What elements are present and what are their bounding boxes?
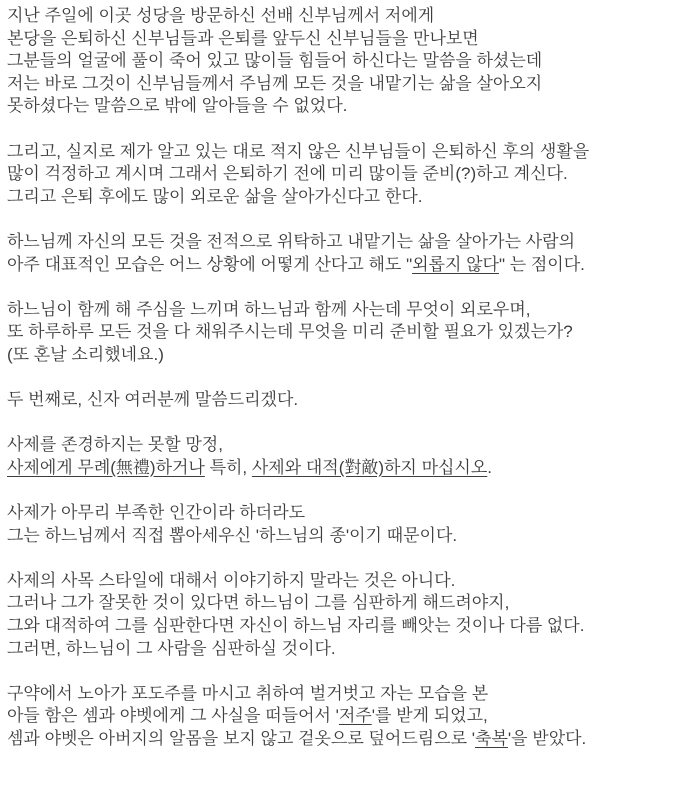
underlined-text: 축복: [475, 729, 508, 748]
underlined-text: 사제와 대적(對敵)하지 마십시오: [251, 457, 488, 477]
text-run: (또 혼날 소리했네요.): [7, 344, 164, 364]
paragraph: [7, 389, 674, 412]
text-run: 특히,: [204, 457, 252, 477]
paragraph: [7, 434, 674, 479]
underlined-text: 사제에게 무례(無禮)하거나: [7, 457, 205, 477]
paragraph: [7, 141, 674, 209]
text-run: 본당을 은퇴하신 신부님들과 은퇴를 앞두신 신부님들을 만나보면: [7, 28, 479, 48]
text-run: 또 하루하루 모든 것을 다 채워주시는데 무엇을 미리 준비할 필요가 있겠는가?: [7, 322, 573, 342]
text-run: 아주 대표적인 모습은 어느 상황에 어떻게 산다고 해도 ": [7, 254, 413, 274]
text-run: 셈과 야벳은 아버지의 알몸을 보지 않고 겉옷으로 덮어드림으로 ': [7, 729, 476, 748]
text-run: 그분들의 얼굴에 풀이 죽어 있고 많이들 힘들어 하신다는 말씀을 하셨는데: [7, 51, 543, 71]
text-run: 사제가 아무리 부족한 인간이라 하더라도: [7, 503, 306, 523]
text-run: '을 받았다.: [507, 729, 587, 748]
underlined-text: 외롭지 않다: [412, 254, 499, 274]
paragraph: [7, 502, 674, 547]
paragraph: [7, 570, 674, 660]
paragraph: [7, 231, 674, 276]
paragraph: [7, 5, 674, 118]
text-run: 그는 하느님께서 직접 뽑아세우신 '하느님의 종'이기 때문이다.: [7, 525, 458, 545]
text-run: 저는 바로 그것이 신부님들께서 주님께 모든 것을 내맡기는 삶을 살아오지: [7, 73, 543, 93]
paragraph: [7, 683, 674, 751]
text-run: 그리고 은퇴 후에도 많이 외로운 삶을 살아가신다고 한다.: [7, 186, 423, 206]
text-run: '를 받게 되었고,: [371, 706, 488, 726]
document-body: [7, 5, 674, 751]
text-run: 아들 함은 셈과 야벳에게 그 사실을 떠들어서 ': [7, 706, 339, 726]
paragraph: [7, 299, 674, 367]
text-run: 두 번째로, 신자 여러분께 말씀드리겠다.: [7, 390, 299, 410]
text-run: 그와 대적하여 그를 심판한다면 자신이 하느님 자리를 빼앗는 것이나 다름 없다.: [7, 616, 585, 636]
text-run: 지난 주일에 이곳 성당을 방문하신 선배 신부님께서 저에게: [7, 6, 435, 25]
text-run: 하느님이 함께 해 주심을 느끼며 하느님과 함께 사는데 무엇이 외로우며,: [7, 299, 531, 319]
text-run: 그러면, 하느님이 그 사람을 심판하실 것이다.: [7, 638, 336, 658]
text-run: 그러나 그가 잘못한 것이 있다면 하느님이 그를 심판하게 해드려야지,: [7, 593, 510, 613]
text-run: .: [487, 457, 493, 477]
underlined-text: 저주: [338, 706, 372, 726]
text-run: 하느님께 자신의 모든 것을 전적으로 위탁하고 내맡기는 삶을 살아가는 사람의: [7, 231, 576, 251]
text-run: 사제의 사목 스타일에 대해서 이야기하지 말라는 것은 아니다.: [7, 570, 456, 590]
text-run: 구약에서 노아가 포도주를 마시고 취하여 벌거벗고 자는 모습을 본: [7, 683, 489, 703]
text-run: " 는 점이다.: [498, 254, 585, 274]
text-run: 못하셨다는 말씀으로 밖에 알아들을 수 없었다.: [7, 96, 348, 116]
text-run: 많이 걱정하고 계시며 그래서 은퇴하기 전에 미리 많이들 준비(?)하고 계신다.: [7, 164, 568, 184]
text-run: 사제를 존경하지는 못할 망정,: [7, 435, 223, 455]
text-run: 그리고, 실지로 제가 알고 있는 대로 적지 않은 신부님들이 은퇴하신 후의 생활을: [7, 141, 590, 161]
